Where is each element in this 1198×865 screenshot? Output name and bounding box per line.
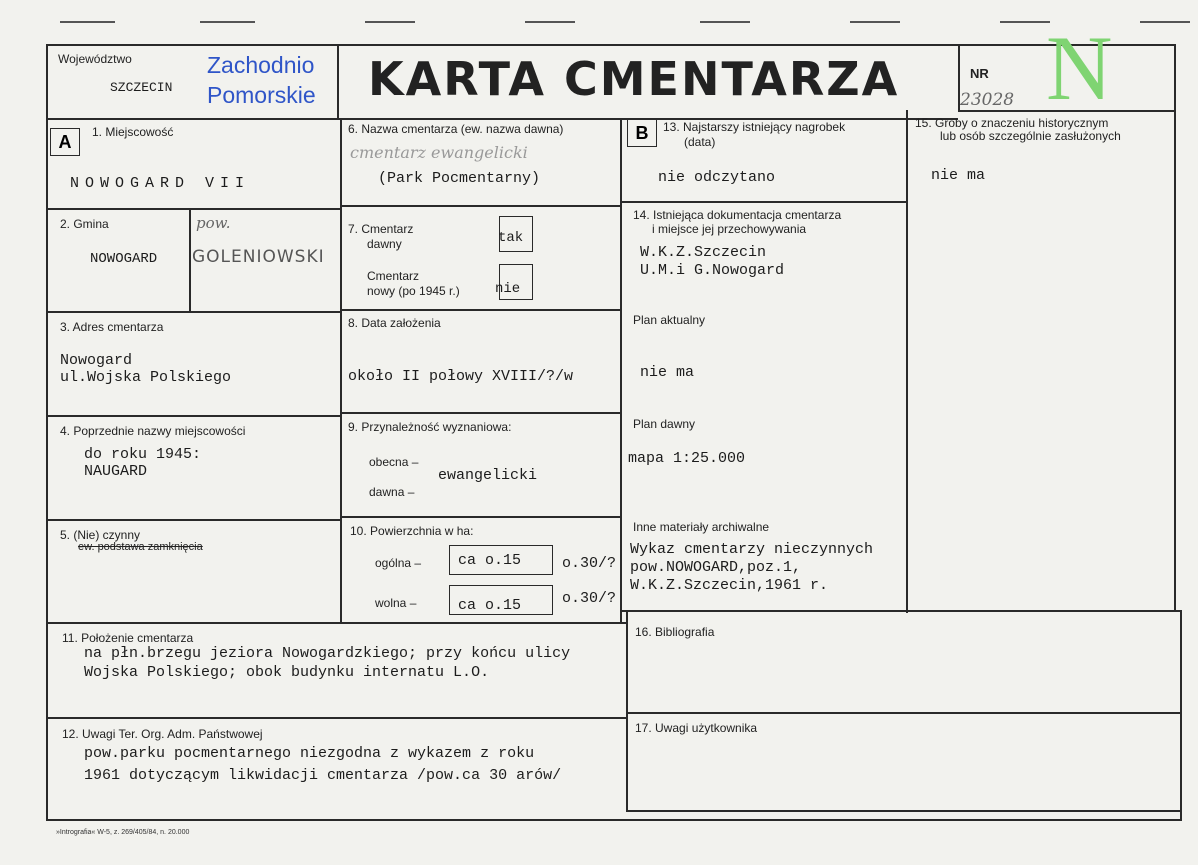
field-14-line1: W.K.Z.Szczecin bbox=[640, 244, 767, 261]
top-dash bbox=[525, 21, 575, 23]
inne-materialy-line2: pow.NOWOGARD,poz.1, bbox=[630, 559, 802, 576]
top-dash bbox=[60, 21, 115, 23]
field-9-dawna: dawna – bbox=[369, 485, 415, 499]
top-dash bbox=[1000, 21, 1050, 23]
field-11-line1: na płn.brzegu jeziora Nowogardzkiego; przy końcu ulicy bbox=[84, 645, 571, 662]
row-line bbox=[626, 810, 1180, 812]
print-info: »Intrografia« W-5, z. 269/405/84, n. 20.000 bbox=[56, 829, 190, 836]
section-b-badge: B bbox=[627, 119, 657, 147]
field-12-line1: pow.parku pocmentarnego niezgodna z wykazem z roku bbox=[84, 745, 535, 762]
field-10-label: 10. Powierzchnia w ha: bbox=[350, 524, 474, 538]
top-dash bbox=[700, 21, 750, 23]
nr-label: NR bbox=[970, 66, 989, 81]
header-divider bbox=[337, 44, 339, 120]
field-7-new-label2: nowy (po 1945 r.) bbox=[367, 284, 460, 298]
field-10-ogolna-extra: o.30/? bbox=[562, 555, 617, 572]
frame-right-lower bbox=[1180, 610, 1182, 821]
row-line bbox=[46, 717, 626, 719]
field-7-new-label: Cmentarz bbox=[367, 269, 420, 283]
field-15-value: nie ma bbox=[931, 167, 986, 184]
row-line bbox=[622, 610, 1180, 612]
field-10-wolna-extra: o.30/? bbox=[562, 590, 617, 607]
frame-left bbox=[46, 44, 48, 821]
col-line bbox=[620, 118, 622, 624]
field-14-line2: U.M.i G.Nowogard bbox=[640, 262, 785, 279]
frame-top bbox=[46, 44, 1176, 46]
row-line bbox=[340, 309, 620, 311]
row-line bbox=[46, 311, 340, 313]
field-8-label: 8. Data założenia bbox=[348, 316, 441, 330]
col-line bbox=[340, 118, 342, 624]
row-line bbox=[340, 412, 620, 414]
field-5-sub: ew. podstawa zamknięcia bbox=[78, 541, 203, 553]
top-dash bbox=[200, 21, 255, 23]
field-2-value: NOWOGARD bbox=[90, 251, 158, 267]
field-12-line2: 1961 dotyczącym likwidacji cmentarza /pow.ca 30 arów/ bbox=[84, 767, 562, 784]
row-line bbox=[46, 622, 626, 624]
field-14-label2: i miejsce jej przechowywania bbox=[652, 222, 807, 236]
row-line bbox=[620, 201, 906, 203]
row-line bbox=[340, 205, 620, 207]
col-line bbox=[189, 209, 191, 311]
field-11-line2: Wojska Polskiego; obok budynku internatu L.O. bbox=[84, 664, 490, 681]
inne-materialy-line3: W.K.Z.Szczecin,1961 r. bbox=[630, 577, 829, 594]
field-16-label: 16. Bibliografia bbox=[635, 625, 715, 639]
field-2-pow-value: GOLENIOWSKI bbox=[192, 247, 325, 267]
field-10-ogolna-value: ca o.15 bbox=[458, 552, 522, 569]
field-4-label: 4. Poprzednie nazwy miejscowości bbox=[60, 424, 246, 438]
wojewodztwo-label: Województwo bbox=[58, 52, 132, 66]
plan-dawny-label: Plan dawny bbox=[633, 417, 696, 431]
row-line bbox=[340, 516, 620, 518]
field-12-label: 12. Uwagi Ter. Org. Adm. Państwowej bbox=[62, 727, 263, 741]
wojewodztwo-value: SZCZECIN bbox=[110, 80, 173, 95]
field-8-value: około II połowy XVIII/?/w bbox=[348, 368, 574, 385]
row-line bbox=[46, 415, 340, 417]
field-17-label: 17. Uwagi użytkownika bbox=[635, 721, 758, 735]
inne-materialy-line1: Wykaz cmentarzy nieczynnych bbox=[630, 541, 874, 558]
field-6-label: 6. Nazwa cmentarza (ew. nazwa dawna) bbox=[348, 122, 564, 136]
field-9-value: ewangelicki bbox=[438, 467, 538, 484]
top-dash bbox=[365, 21, 415, 23]
field-10-ogolna-label: ogólna – bbox=[375, 556, 422, 570]
field-3-line2: ul.Wojska Polskiego bbox=[60, 369, 232, 386]
field-7-old-label2: dawny bbox=[367, 237, 402, 251]
col-line bbox=[906, 110, 908, 613]
field-11-label: 11. Położenie cmentarza bbox=[62, 631, 194, 645]
frame-right bbox=[1174, 44, 1176, 610]
field-6-handwritten: cmentarz ewangelicki bbox=[350, 143, 528, 162]
section-a-badge: A bbox=[50, 128, 80, 156]
col-line bbox=[626, 610, 628, 812]
nr-value: 23028 bbox=[960, 90, 1015, 110]
frame-bottom bbox=[46, 819, 1182, 821]
field-1-value: NOWOGARD VII bbox=[70, 175, 251, 192]
field-7-old-label: 7. Cmentarz bbox=[348, 222, 414, 236]
region-stamp-line1: Zachodnio bbox=[207, 52, 315, 78]
top-dash bbox=[1140, 21, 1190, 23]
field-15-label: 15. Groby o znaczeniu historycznym bbox=[915, 116, 1109, 130]
field-1-label: 1. Miejscowość bbox=[92, 125, 174, 139]
field-13-label: 13. Najstarszy istniejący nagrobek bbox=[663, 120, 846, 134]
field-10-wolna-value: ca o.15 bbox=[458, 597, 522, 614]
category-letter-mark: N bbox=[1046, 17, 1113, 119]
top-dash bbox=[850, 21, 900, 23]
field-14-label: 14. Istniejąca dokumentacja cmentarza bbox=[633, 208, 842, 222]
plan-aktualny-value: nie ma bbox=[640, 364, 695, 381]
field-3-label: 3. Adres cmentarza bbox=[60, 320, 164, 334]
field-2-label: 2. Gmina bbox=[60, 217, 109, 231]
field-3-line1: Nowogard bbox=[60, 352, 133, 369]
field-5-label: 5. (Nie) czynny bbox=[60, 528, 141, 542]
row-line bbox=[46, 519, 340, 521]
field-7-old-value: tak bbox=[498, 230, 524, 246]
field-6-value: (Park Pocmentarny) bbox=[378, 170, 541, 187]
field-4-line2: NAUGARD bbox=[84, 463, 148, 480]
field-13-value: nie odczytano bbox=[658, 169, 776, 186]
field-13-label2: (data) bbox=[684, 135, 716, 149]
field-9-obecna: obecna – bbox=[369, 455, 419, 469]
field-2-pow-note: pow. bbox=[196, 214, 231, 232]
row-line bbox=[626, 712, 1180, 714]
plan-aktualny-label: Plan aktualny bbox=[633, 313, 706, 327]
field-7-new-value: nie bbox=[495, 281, 521, 297]
region-stamp-line2: Pomorskie bbox=[207, 82, 316, 108]
row-line bbox=[46, 208, 340, 210]
inne-materialy-label: Inne materiały archiwalne bbox=[633, 520, 770, 534]
plan-dawny-value: mapa 1:25.000 bbox=[628, 450, 746, 467]
card-title: KARTA CMENTARZA bbox=[368, 52, 900, 106]
field-10-wolna-label: wolna – bbox=[375, 596, 417, 610]
field-9-label: 9. Przynależność wyznaniowa: bbox=[348, 420, 512, 434]
field-4-line1: do roku 1945: bbox=[84, 446, 202, 463]
field-15-label2: lub osób szczególnie zasłużonych bbox=[940, 129, 1121, 143]
